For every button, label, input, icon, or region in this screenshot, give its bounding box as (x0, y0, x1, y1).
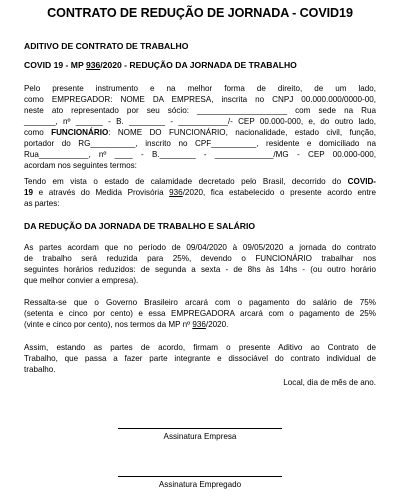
salary-line-1: Ressalta-se que o Governo Brasileiro arcará com o pagamento do salário de 75% (24, 298, 376, 307)
parties-line-2: como EMPREGADOR: NOME DA EMPRESA, inscrita no CNPJ 00.000.000/0000-00, (24, 95, 376, 104)
closing-line-2: Trabalho, que passa a fazer parte integrante e dissociável do contrato individual de (24, 354, 376, 363)
parties-line-6: portador do RG__________, inscrito no CPF__________, residente e domiciliado na (24, 139, 376, 148)
parties-line-3: neste ato representado por seu sócio: ____________________ com sede na Rua (24, 106, 376, 115)
section-heading: DA REDUÇÃO DA JORNADA DE TRABALHO E SALÁRIO (24, 221, 256, 231)
salary-line-2: (setenta e cinco por cento) e essa EMPREGADORA arcará com o pagamento de 25% (24, 309, 376, 318)
parties-line-5: como FUNCIONÁRIO: NOME DO FUNCIONÁRIO, nacionalidade, estado civil, função, (24, 128, 376, 137)
closing-line-1: Assim, estando as partes de acordo, firmam o presente Aditivo ao Contrato de (24, 343, 376, 352)
calamity-line-3: as partes: (24, 199, 60, 208)
company-signature-line (118, 428, 282, 429)
reduction-line-3: seguintes horários reduzidos: de segunda a sexta - de 8hs às 14hs - (ou outro horário (24, 265, 376, 274)
company-signature-label: Assinatura Empresa (163, 432, 237, 441)
employee-signature-label: Assinatura Empregado (158, 480, 242, 489)
reduction-paragraph (24, 242, 376, 286)
calamity-paragraph (24, 176, 376, 209)
place-date-line: Local, dia de mês de ano. (283, 378, 376, 387)
closing-line-3: trabalho. (24, 365, 56, 374)
salary-line-3: (vinte e cinco por cento), nos termos da MP nº 936/2020. (24, 320, 229, 329)
closing-paragraph (24, 342, 376, 375)
mp-number-link: 936 (85, 60, 101, 70)
employee-signature-line (118, 476, 282, 477)
amendment-subtitle: ADITIVO DE CONTRATO DE TRABALHO (24, 41, 189, 51)
reduction-line-2: de trabalho será reduzida para 25%, devendo o FUNCIONÁRIO trabalhar nos (24, 254, 376, 263)
parties-line-8: acordam nos seguintes termos: (24, 161, 137, 170)
parties-line-7: Rua___________, nº ____ - B.________ - _____________/MG - CEP 00.000-000, (24, 150, 376, 159)
parties-paragraph (24, 83, 376, 171)
parties-line-1: Pelo presente instrumento e na melhor forma de direito, de um lado, (24, 84, 376, 93)
reduction-line-1: As partes acordam que no período de 09/04/2020 à 09/05/2020 a jornada do contrato (24, 243, 376, 252)
document-title: CONTRATO DE REDUÇÃO DE JORNADA - COVID19 (47, 6, 353, 20)
calamity-line-1: Tendo em vista o estado de calamidade decretado pelo Brasil, decorrido do COVID- (24, 177, 376, 186)
mp-subheading-prefix: COVID 19 - MP (24, 60, 86, 70)
calamity-line-2: 19 e através do Medida Provisória 936/2020, fica estabelecido o presente acordo entre (24, 188, 376, 197)
mp-subheading-suffix: /2020 - REDUÇÃO DA JORNADA DE TRABALHO (100, 60, 297, 70)
reduction-line-4: que melhor convier a empresa). (24, 276, 139, 285)
mp-subheading (24, 60, 297, 70)
parties-line-4: _______, nº ______ - B. ________ - ___________/- CEP 00.000-000, e, do outro lado, (24, 117, 376, 126)
salary-paragraph (24, 297, 376, 330)
